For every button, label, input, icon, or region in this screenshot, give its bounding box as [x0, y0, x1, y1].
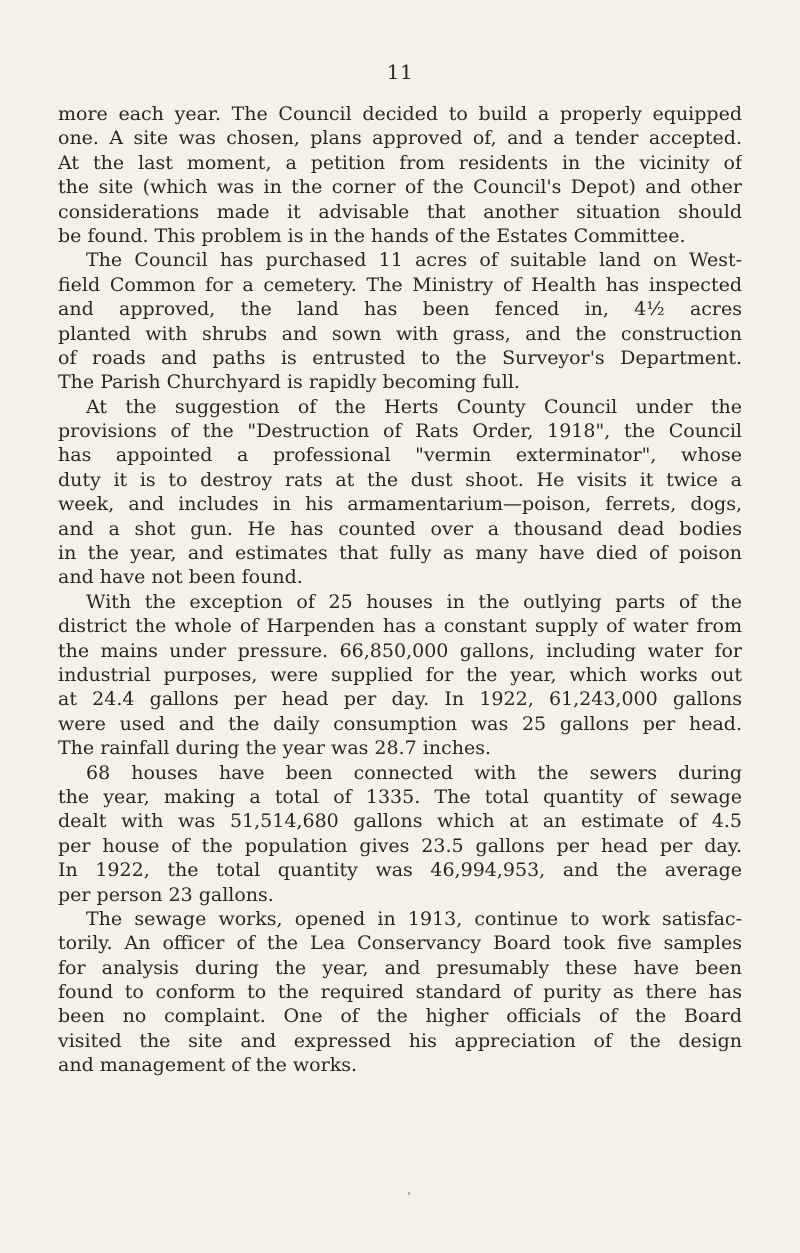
text-line: week, and includes in his armamentarium—poison, ferrets, dogs,: [58, 493, 742, 516]
text-line: planted with shrubs and sown with grass, and the construction: [58, 322, 742, 345]
text-line: torily. An officer of the Lea Conservancy Board took five samples: [58, 932, 742, 955]
text-line: at 24.4 gallons per head per day. In 1922, 61,243,000 gallons: [58, 688, 742, 711]
text-line: visited the site and expressed his appreciation of the design: [58, 1029, 742, 1052]
text-line: the mains under pressure. 66,850,000 gallons, including water for: [58, 639, 742, 662]
text-line: With the exception of 25 houses in the outlying parts of the: [86, 590, 742, 613]
text-line: per house of the population gives 23.5 gallons per head per day.: [58, 834, 742, 857]
text-line: The rainfall during the year was 28.7 inches.: [58, 737, 492, 760]
page-number: 11: [386, 60, 414, 84]
text-line: found to conform to the required standard of purity as there has: [58, 981, 742, 1004]
text-line: one. A site was chosen, plans approved of, and a tender accepted.: [58, 127, 742, 150]
text-line: be found. This problem is in the hands of the Estates Committee.: [58, 224, 686, 247]
paper-speck: [408, 1192, 410, 1195]
text-line: and management of the works.: [58, 1054, 358, 1077]
text-line: the site (which was in the corner of the Council's Depot) and other: [58, 176, 742, 199]
text-line: has appointed a professional "vermin exterminator", whose: [58, 444, 742, 467]
text-line: per person 23 gallons.: [58, 883, 274, 906]
text-line: dealt with was 51,514,680 gallons which at an estimate of 4.5: [58, 810, 742, 833]
text-line: been no complaint. One of the higher officials of the Board: [58, 1005, 742, 1028]
text-line: industrial purposes, were supplied for the year, which works out: [58, 663, 742, 686]
text-line: of roads and paths is entrusted to the Surveyor's Department.: [58, 346, 742, 369]
text-line: and have not been found.: [58, 566, 303, 589]
text-line: more each year. The Council decided to build a properly equipped: [58, 103, 742, 125]
text-line: and approved, the land has been fenced in, 4½ acres: [58, 298, 742, 321]
text-line: for analysis during the year, and presumably these have been: [58, 956, 742, 979]
text-line: In 1922, the total quantity was 46,994,953, and the average: [58, 859, 742, 882]
text-line: provisions of the "Destruction of Rats Order, 1918", the Council: [58, 420, 742, 443]
text-line: The Parish Churchyard is rapidly becoming full.: [58, 371, 520, 394]
text-line: The Council has purchased 11 acres of suitable land on West-: [86, 249, 742, 272]
text-line: The sewage works, opened in 1913, continue to work satisfac-: [86, 907, 742, 930]
text-line: district the whole of Harpenden has a constant supply of water from: [58, 615, 742, 638]
text-line: At the suggestion of the Herts County Council under the: [86, 395, 742, 418]
text-line: 68 houses have been connected with the sewers during: [86, 761, 742, 784]
text-line: in the year, and estimates that fully as many have died of poison: [58, 542, 742, 565]
text-line: the year, making a total of 1335. The total quantity of sewage: [58, 785, 742, 808]
text-line: were used and the daily consumption was 25 gallons per head.: [58, 712, 742, 735]
body-text: [58, 102, 742, 1078]
text-line: field Common for a cemetery. The Ministry of Health has inspected: [58, 273, 742, 296]
text-line: considerations made it advisable that another situation should: [58, 200, 742, 223]
text-line: At the last moment, a petition from residents in the vicinity of: [58, 151, 742, 174]
text-line: duty it is to destroy rats at the dust shoot. He visits it twice a: [58, 468, 742, 491]
text-line: and a shot gun. He has counted over a thousand dead bodies: [58, 517, 742, 540]
